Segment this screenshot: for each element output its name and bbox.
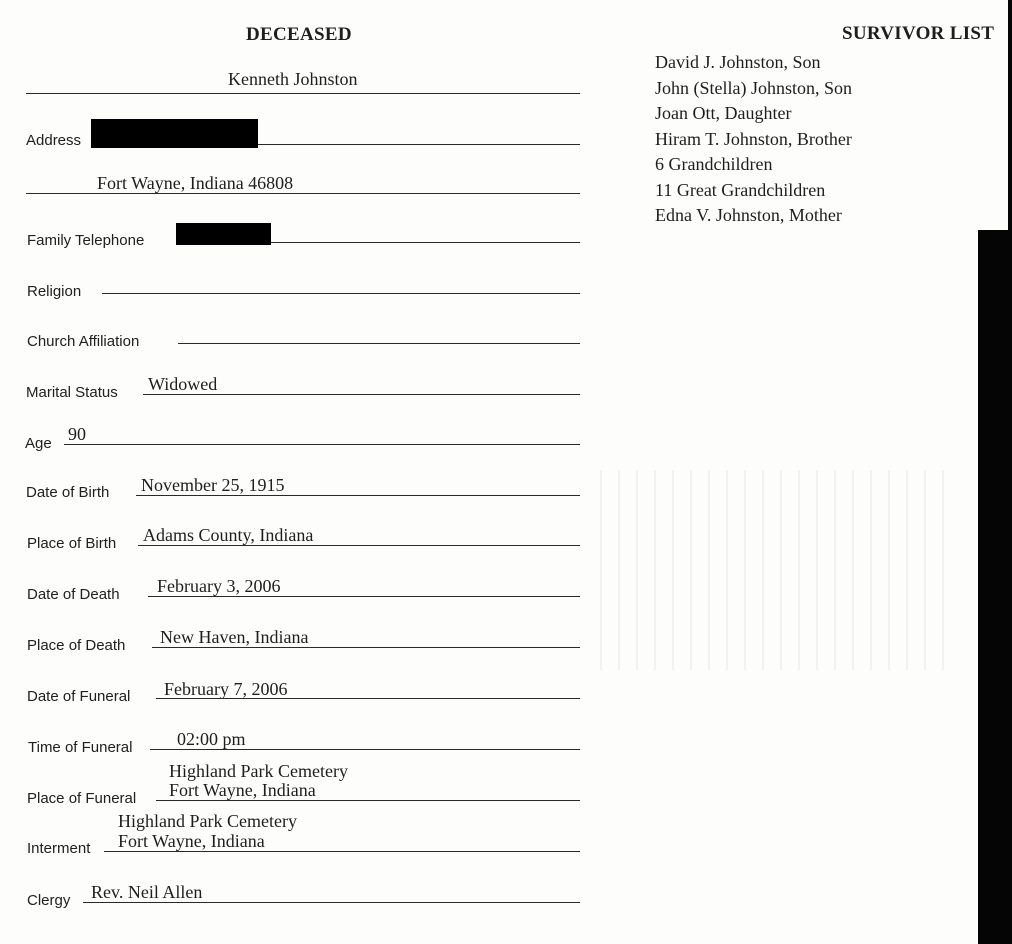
dof-rule xyxy=(156,698,580,699)
list-item: John (Stella) Johnston, Son xyxy=(655,77,853,98)
religion-label: Religion xyxy=(27,283,82,300)
scan-edge-bottom xyxy=(978,230,1012,944)
pof-line1: Highland Park Cemetery xyxy=(169,761,348,781)
interment-label: Interment xyxy=(27,840,91,857)
city-rule xyxy=(26,193,580,194)
list-item: 11 Great Grandchildren xyxy=(655,179,826,200)
telephone-redaction xyxy=(176,223,271,245)
survivor-list xyxy=(655,50,852,229)
dob-value: November 25, 1915 xyxy=(141,475,285,495)
list-item: Hiram T. Johnston, Brother xyxy=(655,128,852,149)
pof-line2: Fort Wayne, Indiana xyxy=(169,780,316,800)
pof-rule xyxy=(156,800,580,801)
dob-rule xyxy=(136,495,580,496)
telephone-rule xyxy=(271,242,580,243)
deceased-heading: DECEASED xyxy=(246,24,352,45)
pob-rule xyxy=(138,545,580,546)
interment-rule xyxy=(104,851,580,852)
marital-label: Marital Status xyxy=(26,384,118,401)
dob-label: Date of Birth xyxy=(26,484,110,501)
age-label: Age xyxy=(25,435,52,452)
pod-label: Place of Death xyxy=(27,637,126,654)
name-rule xyxy=(26,93,580,94)
tof-value: 02:00 pm xyxy=(177,729,246,749)
city-state-zip: Fort Wayne, Indiana 46808 xyxy=(97,173,294,193)
telephone-label: Family Telephone xyxy=(27,232,145,249)
tof-rule xyxy=(150,749,580,750)
tof-label: Time of Funeral xyxy=(28,739,133,756)
address-rule xyxy=(258,144,580,145)
dod-rule xyxy=(148,596,580,597)
church-rule xyxy=(178,343,580,344)
marital-rule xyxy=(143,394,580,395)
pob-label: Place of Birth xyxy=(27,535,117,552)
pob-value: Adams County, Indiana xyxy=(143,525,314,545)
pod-value: New Haven, Indiana xyxy=(160,627,309,647)
dof-value: February 7, 2006 xyxy=(164,679,288,699)
ghost-bleed-through xyxy=(600,470,960,670)
dod-label: Date of Death xyxy=(27,586,120,603)
dod-value: February 3, 2006 xyxy=(157,576,281,596)
address-redaction xyxy=(91,119,258,148)
church-label: Church Affiliation xyxy=(27,333,140,350)
list-item: Edna V. Johnston, Mother xyxy=(655,205,842,225)
list-item: David J. Johnston, Son xyxy=(655,52,821,72)
age-value: 90 xyxy=(68,424,86,444)
pof-label: Place of Funeral xyxy=(27,790,137,807)
clergy-rule xyxy=(83,902,580,903)
clergy-value: Rev. Neil Allen xyxy=(91,882,203,902)
deceased-name: Kenneth Johnston xyxy=(228,69,358,89)
marital-value: Widowed xyxy=(148,374,218,394)
list-item: 6 Grandchildren xyxy=(655,154,773,174)
address-label: Address xyxy=(26,132,82,149)
age-rule xyxy=(64,444,580,445)
dof-label: Date of Funeral xyxy=(27,688,131,705)
pod-rule xyxy=(152,647,580,648)
clergy-label: Clergy xyxy=(27,892,71,909)
survivor-heading: SURVIVOR LIST xyxy=(842,23,995,44)
interment-line2: Fort Wayne, Indiana xyxy=(118,831,265,851)
list-item: Joan Ott, Daughter xyxy=(655,103,792,123)
religion-rule xyxy=(102,293,580,294)
interment-line1: Highland Park Cemetery xyxy=(118,811,297,831)
